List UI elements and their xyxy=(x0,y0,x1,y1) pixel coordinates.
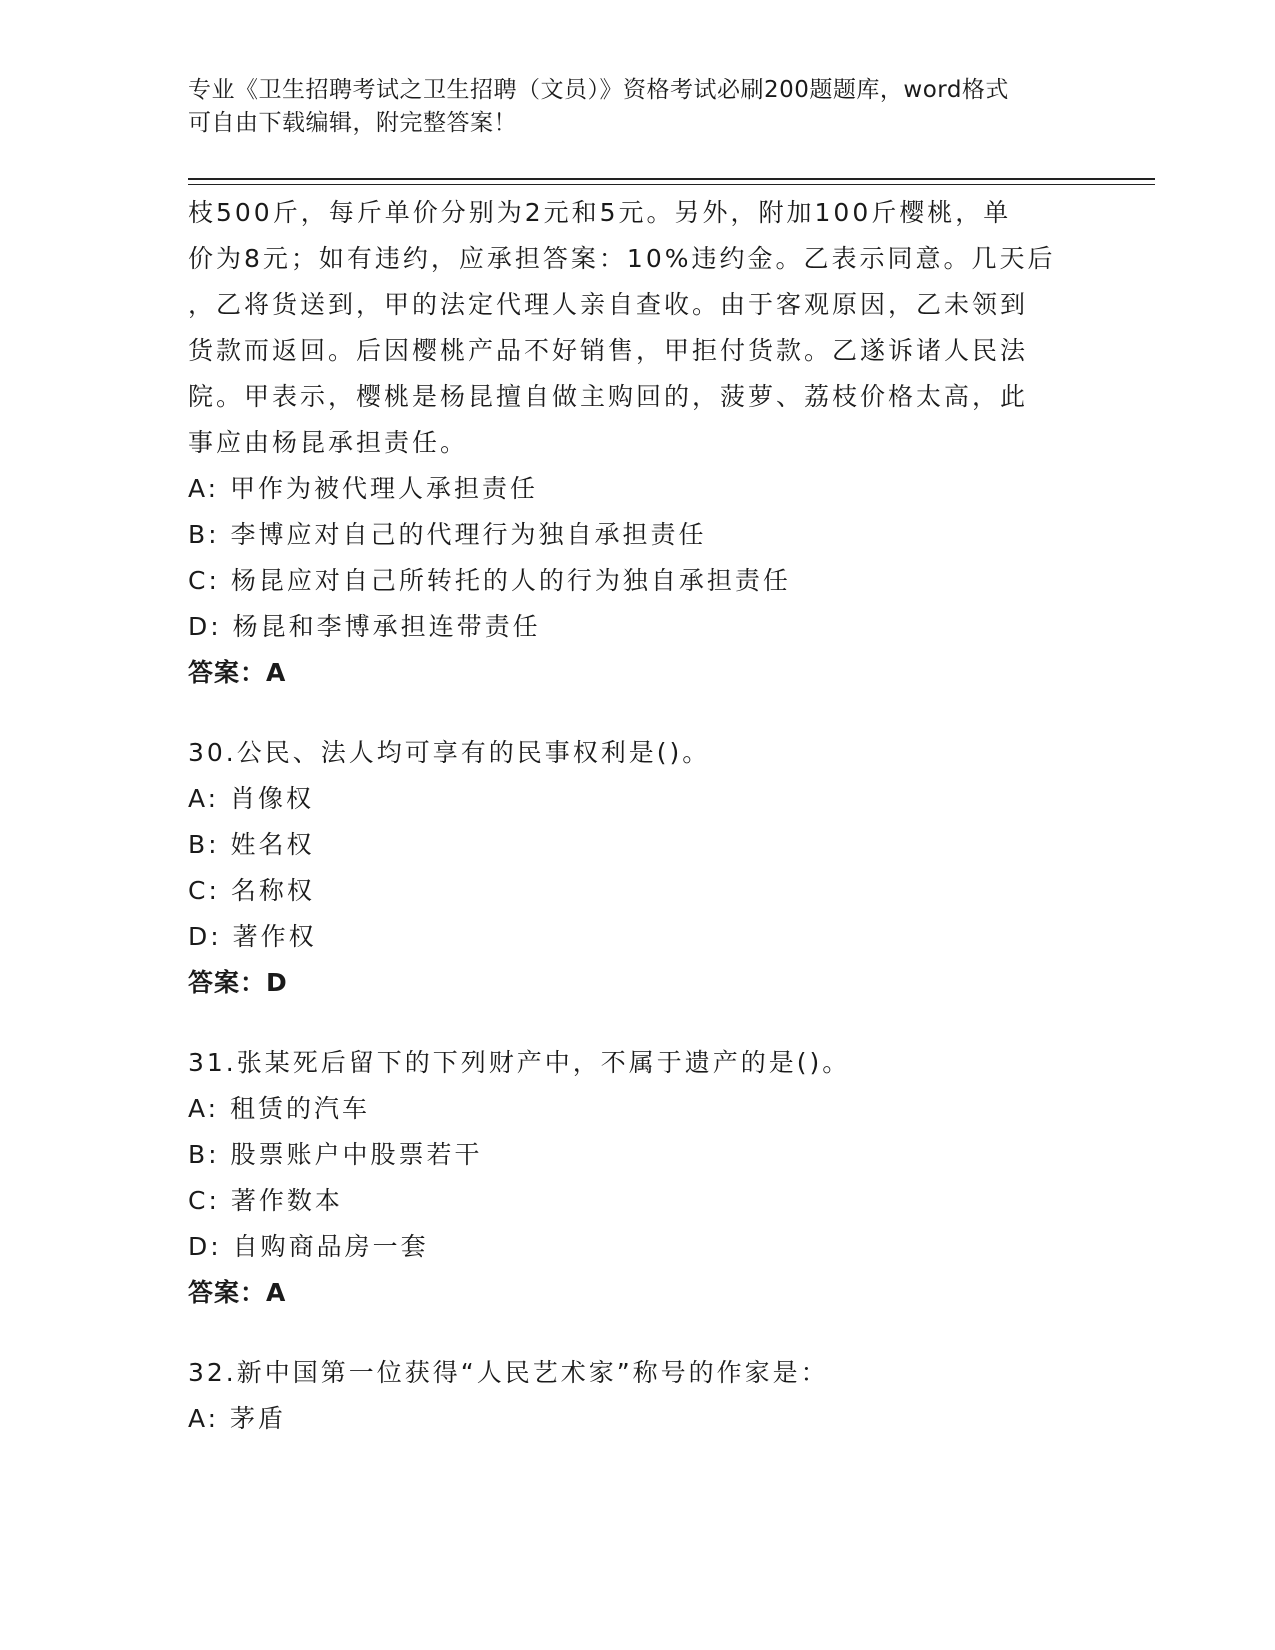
question-30 xyxy=(188,730,1088,1006)
header-divider-thin xyxy=(188,184,1155,185)
stem-line: 价为8元；如有违约，应承担答案：10%违约金。乙表示同意。几天后 xyxy=(188,244,1056,273)
stem-line: ，乙将货送到，甲的法定代理人亲自查收。由于客观原因，乙未领到 xyxy=(188,290,1029,319)
option-a: A: 租赁的汽车 xyxy=(188,1094,371,1123)
question-32 xyxy=(188,1350,1088,1442)
stem-line: 货款而返回。后因樱桃产品不好销售，甲拒付货款。乙遂诉诸人民法 xyxy=(188,336,1029,365)
header-line-1: 专业《卫生招聘考试之卫生招聘（文员）》资格考试必刷200题题库，word格式 xyxy=(188,77,1009,103)
option-b: B: 李博应对自己的代理行为独自承担责任 xyxy=(188,520,707,549)
question-stem: 30.公民、法人均可享有的民事权利是()。 xyxy=(188,738,711,767)
stem-line: 枝500斤，每斤单价分别为2元和5元。另外，附加100斤樱桃，单 xyxy=(188,198,1012,227)
option-c: C: 名称权 xyxy=(188,876,315,905)
option-a: A: 甲作为被代理人承担责任 xyxy=(188,474,539,503)
answer: 答案：A xyxy=(188,1278,287,1307)
option-d: D: 杨昆和李博承担连带责任 xyxy=(188,612,541,641)
answer: 答案：A xyxy=(188,658,287,687)
option-a: A: 肖像权 xyxy=(188,784,315,813)
option-c: C: 杨昆应对自己所转托的人的行为独自承担责任 xyxy=(188,566,791,595)
stem-line: 院。甲表示，樱桃是杨昆擅自做主购回的，菠萝、荔枝价格太高，此 xyxy=(188,382,1029,411)
answer: 答案：D xyxy=(188,968,288,997)
option-a: A: 茅盾 xyxy=(188,1404,287,1433)
header-line-2: 可自由下载编辑，附完整答案！ xyxy=(188,110,517,136)
question-stem: 31.张某死后留下的下列财产中，不属于遗产的是()。 xyxy=(188,1048,851,1077)
option-c: C: 著作数本 xyxy=(188,1186,343,1215)
stem-line: 事应由杨昆承担责任。 xyxy=(188,428,469,457)
option-b: B: 股票账户中股票若干 xyxy=(188,1140,483,1169)
question-31 xyxy=(188,1040,1088,1316)
question-content xyxy=(188,190,1088,1442)
option-d: D: 自购商品房一套 xyxy=(188,1232,429,1261)
document-header xyxy=(188,74,1088,140)
option-d: D: 著作权 xyxy=(188,922,317,951)
option-b: B: 姓名权 xyxy=(188,830,315,859)
header-divider-thick xyxy=(188,178,1155,180)
question-29-continuation xyxy=(188,190,1088,696)
question-stem: 32.新中国第一位获得“人民艺术家”称号的作家是： xyxy=(188,1358,829,1387)
